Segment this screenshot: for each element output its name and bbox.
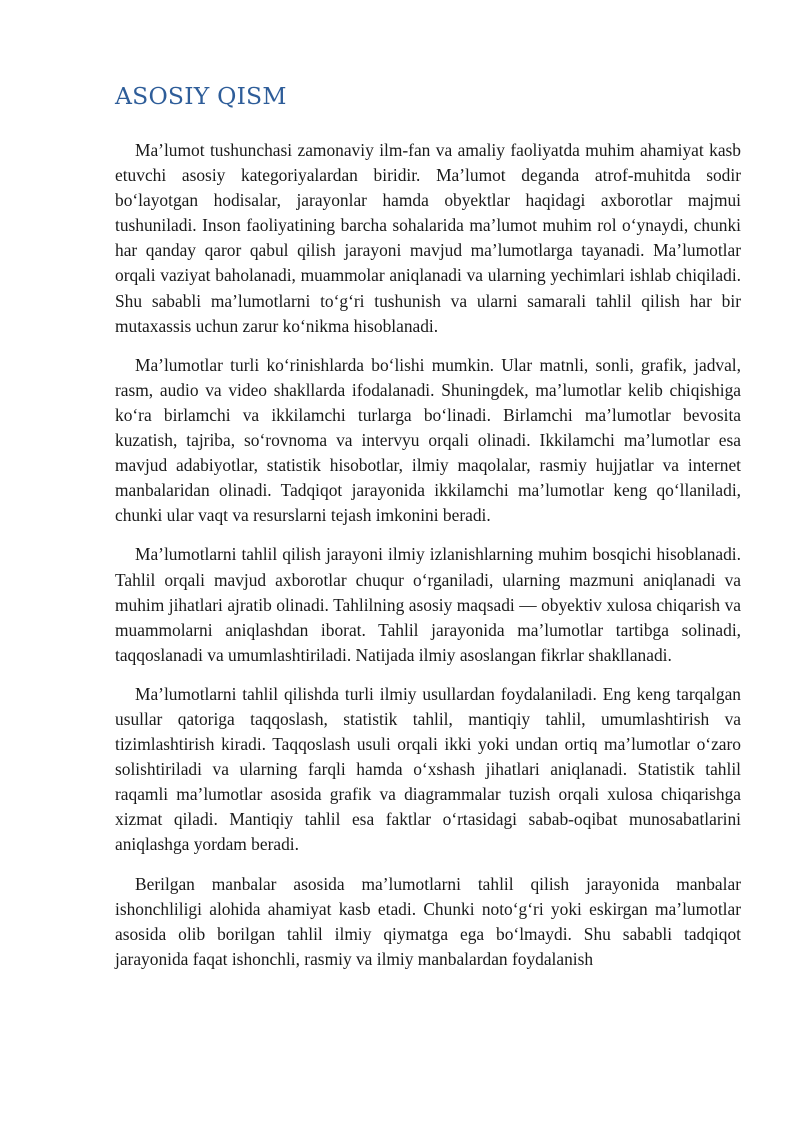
- paragraph-1: Ma’lumot tushunchasi zamonaviy ilm-fan va amaliy faoliyatda muhim ahamiyat kasb etuvchi asosiy kategoriyalardan biridir. Ma’lumot deganda atrof-muhitda sodir bo‘layotgan hodisalar, jarayonlar hamda obyektlar haqidagi axborotlar majmui tushuniladi. Inson faoliyatining barcha sohalarida ma’lumot muhim rol o‘ynaydi, chunki har qanday qaror qabul qilish jarayoni mavjud ma’lumotlarga tayanadi. Ma’lumotlar orqali vaziyat baholanadi, muammolar aniqlanadi va ularning yechimlari ishlab chiqiladi. Shu sababli ma’lumotlarni to‘g‘ri tushunish va ularni samarali tahlil qilish har bir mutaxassis uchun zarur ko‘nikma hisoblanadi.: [115, 140, 741, 336]
- paragraph-3: Ma’lumotlarni tahlil qilish jarayoni ilmiy izlanishlarning muhim bosqichi hisoblanadi. Tahlil orqali mavjud axborotlar chuqur o‘rganiladi, ularning mazmuni aniqlanadi va muhim jihatlari ajratib olinadi. Tahlilning asosiy maqsadi — obyektiv xulosa chiqarish va muammolarni aniqlashdan iborat. Tahlil jarayonida ma’lumotlar tartibga solinadi, taqqoslanadi va umumlashtiriladi. Natijada ilmiy asoslangan fikrlar shakllanadi.: [115, 544, 741, 665]
- body-text: [115, 138, 741, 986]
- section-heading: ASOSIY QISM: [115, 82, 287, 110]
- paragraph-2: Ma’lumotlar turli ko‘rinishlarda bo‘lishi mumkin. Ular matnli, sonli, grafik, jadval, rasm, audio va video shakllarda ifodalanadi. Shuningdek, ma’lumotlar kelib chiqishiga ko‘ra birlamchi va ikkilamchi turlarga bo‘linadi. Birlamchi ma’lumotlar bevosita kuzatish, tajriba, so‘rovnoma va intervyu orqali olinadi. Ikkilamchi ma’lumotlar esa mavjud adabiyotlar, statistik hisobotlar, ilmiy maqolalar, rasmiy hujjatlar va internet manbalaridan olinadi. Tadqiqot jarayonida ikkilamchi ma’lumotlar keng qo‘llaniladi, chunki ular vaqt va resurslarni tejash imkonini beradi.: [115, 354, 741, 526]
- paragraph-4: Ma’lumotlarni tahlil qilishda turli ilmiy usullardan foydalaniladi. Eng keng tarqalgan usullar qatoriga taqqoslash, statistik tahlil, mantiqiy tahlil, umumlashtirish va tizimlashtirish kiradi. Taqqoslash usuli orqali ikki yoki undan ortiq ma’lumotlar o‘zaro solishtiriladi va ularning farqli hamda o‘xshash jihatlari aniqlanadi. Statistik tahlil raqamli ma’lumotlar asosida grafik va diagrammalar tuzish orqali xulosa chiqarishga xizmat qiladi. Mantiqiy tahlil esa faktlar o‘rtasidagi sabab-oqibat munosabatlarini aniqlashga yordam beradi.: [115, 683, 741, 855]
- paragraph-5: Berilgan manbalar asosida ma’lumotlarni tahlil qilish jarayonida manbalar ishonchliligi alohida ahamiyat kasb etadi. Chunki noto‘g‘ri yoki eskirgan ma’lumotlar asosida olib borilgan tahlil ilmiy qiymatga ega bo‘lmaydi. Shu sababli tadqiqot jarayonida faqat ishonchli, rasmiy va ilmiy manbalardan foydalanish: [115, 873, 741, 969]
